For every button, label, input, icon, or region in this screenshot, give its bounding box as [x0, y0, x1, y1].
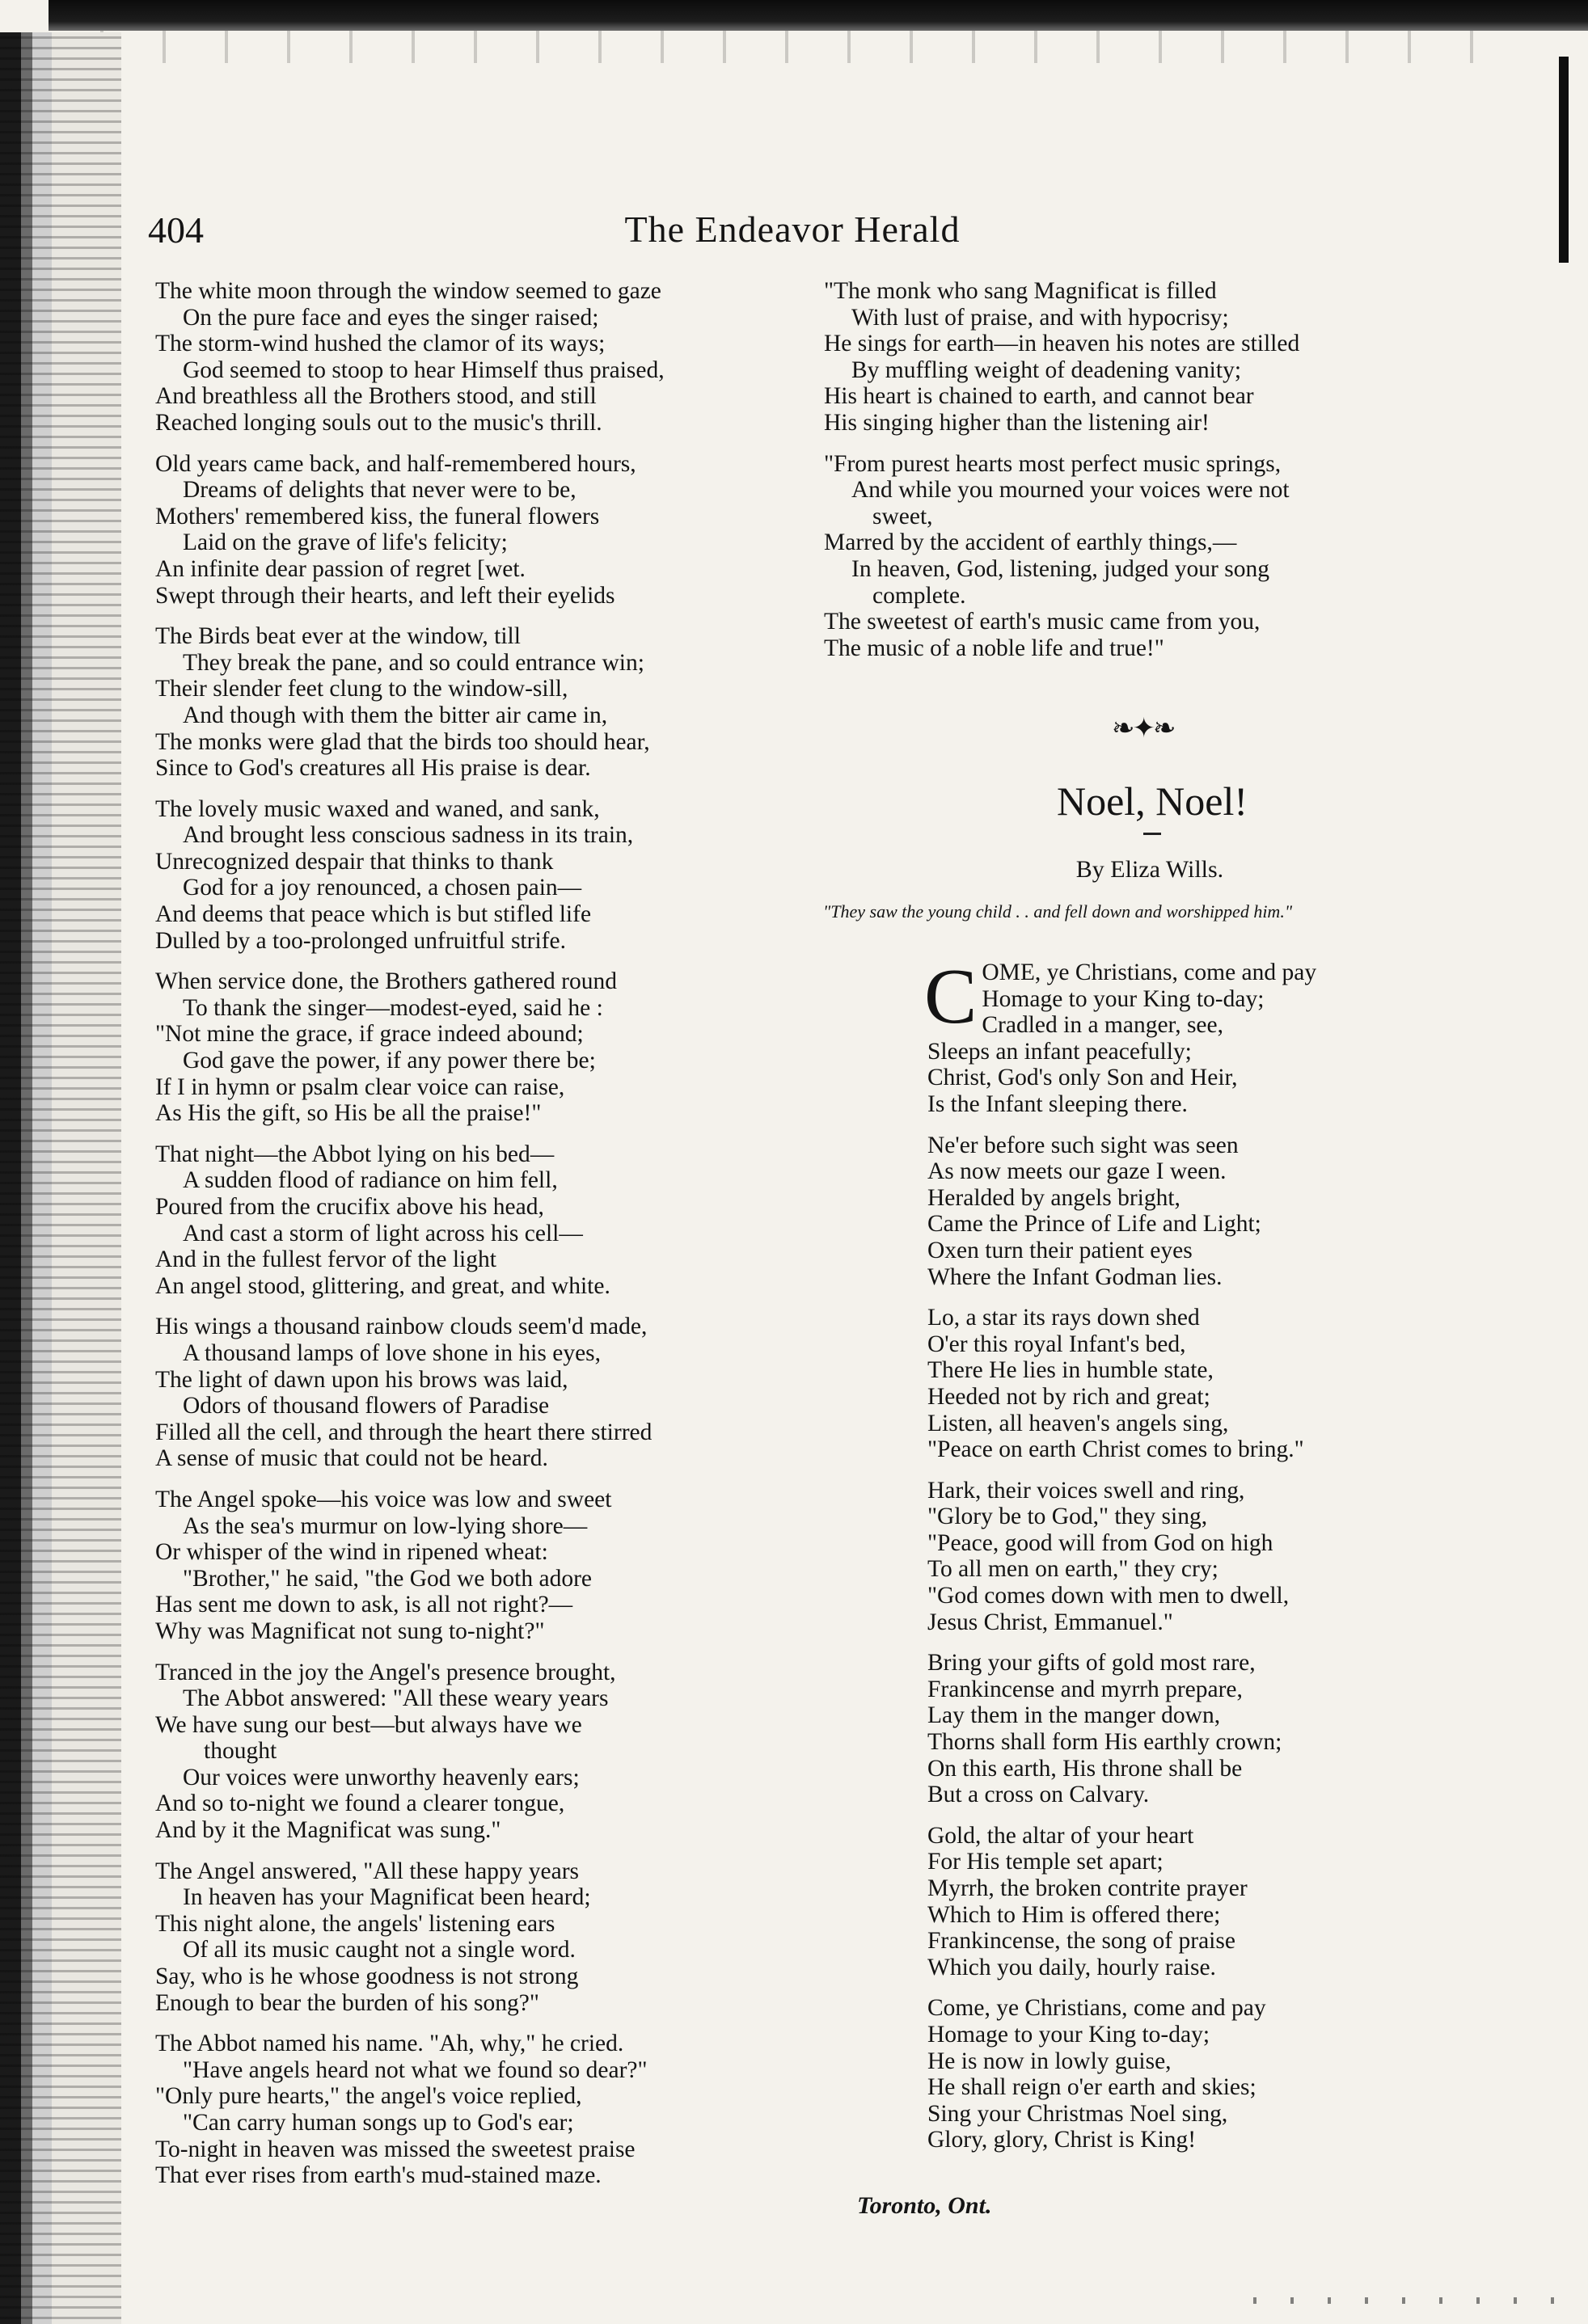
poem-line: "God comes down with men to dwell, [927, 1583, 1290, 1609]
poem-line: Marred by the accident of earthly things,— [824, 529, 1237, 556]
poem-line: The monks were glad that the birds too should hear, [155, 728, 650, 755]
poem-line: We have sung our best—but always have we [155, 1711, 582, 1738]
poem-line: And by it the Magnificat was sung." [155, 1817, 501, 1844]
poem-line: Of all its music caught not a single word. [183, 1937, 576, 1963]
poem-line: He sings for earth—in heaven his notes are stilled [824, 331, 1300, 357]
noel-poem-body [924, 953, 1469, 2168]
poem-line: Heeded not by rich and great; [927, 1383, 1210, 1410]
poem-line: And so to-night we found a clearer tongue, [155, 1790, 565, 1817]
poem-line: "Peace, good will from God on high [927, 1529, 1273, 1556]
poem-line: Old years came back, and half-remembered hours, [155, 450, 636, 477]
scan-speckle [73, 31, 1528, 63]
stanza [927, 960, 1469, 1118]
stanza [155, 796, 802, 955]
poem-line: Homage to your King to-day; [982, 985, 1265, 1012]
poem-line: Say, who is he whose goodness is not strong [155, 1963, 579, 1990]
poem-line: Where the Infant Godman lies. [927, 1263, 1223, 1290]
poem-title: Noel, Noel! [1056, 778, 1248, 824]
poem-line: "Not mine the grace, if grace indeed abound; [155, 1021, 584, 1048]
poem-line: Is the Infant sleeping there. [927, 1090, 1188, 1117]
ornament-icon: ❧✦❧ [1112, 714, 1174, 744]
poem-line: On this earth, His throne shall be [927, 1755, 1243, 1782]
poem-line: As the sea's murmur on low-lying shore— [183, 1512, 588, 1539]
stanza [155, 278, 802, 437]
stanza [155, 1858, 802, 2017]
stanza [927, 1995, 1469, 2153]
poem-line: Dulled by a too-prolonged unfruitful strife. [155, 927, 566, 954]
poem-line: Their slender feet clung to the window-sill, [155, 676, 568, 702]
poem-line: "Can carry human songs up to God's ear; [183, 2110, 574, 2136]
poem-line: There He lies in humble state, [927, 1357, 1214, 1384]
poem-line: "Brother," he said, "the God we both adore [183, 1565, 592, 1592]
poem-line: And deems that peace which is but stifled life [155, 901, 592, 928]
poem-line: And in the fullest fervor of the light [155, 1246, 496, 1273]
stanza [927, 1305, 1469, 1463]
poem-line: Listen, all heaven's angels sing, [927, 1410, 1229, 1436]
poem-line: Thorns shall form His earthly crown; [927, 1729, 1282, 1756]
page-number: 404 [148, 209, 204, 251]
poem-line: To-night in heaven was missed the sweetest praise [155, 2136, 636, 2162]
poem-line: And though with them the bitter air came in, [183, 702, 608, 728]
poem-line: The music of a noble life and true!" [824, 635, 1164, 661]
poem-line: And cast a storm of light across his cell— [183, 1220, 583, 1246]
poem-line: A sudden flood of radiance on him fell, [183, 1167, 558, 1194]
poem-line: Swept through their hearts, and left their eyelids [155, 582, 615, 609]
poem-line: "Only pure hearts," the angel's voice replied, [155, 2083, 582, 2110]
poem-line: "The monk who sang Magnificat is filled [824, 278, 1217, 304]
poem-line: The lovely music waxed and waned, and sank, [155, 795, 600, 822]
poem-line: The light of dawn upon his brows was laid, [155, 1366, 568, 1393]
poem-line: A sense of music that could not be heard. [155, 1445, 548, 1472]
poem-line: If I in hymn or psalm clear voice can raise, [155, 1073, 565, 1100]
poem-line: Jesus Christ, Emmanuel." [927, 1609, 1173, 1635]
poem-line: Glory, glory, Christ is King! [927, 2127, 1197, 2153]
scan-top-edge [49, 0, 1588, 31]
poem-line: Which to Him is offered there; [927, 1901, 1221, 1928]
poem-line: His wings a thousand rainbow clouds seem'd made, [155, 1314, 648, 1340]
poem-line: Bring your gifts of gold most rare, [927, 1650, 1256, 1677]
poem-line: An angel stood, glittering, and great, and white. [155, 1272, 610, 1299]
poem-line: By muffling weight of deadening vanity; [851, 356, 1242, 383]
stanza [155, 1314, 802, 1472]
poem-epigraph: "They saw the young child . . and fell down and worshipped him." [823, 901, 1293, 922]
right-poem-continuation [824, 278, 1471, 676]
stanza [927, 1478, 1469, 1636]
poem-line: Has sent me down to ask, is all not right?— [155, 1592, 573, 1618]
stanza [927, 1132, 1469, 1291]
poem-byline: By Eliza Wills. [1075, 856, 1224, 883]
poem-line: Ne'er before such sight was seen [927, 1132, 1239, 1158]
poem-line: In heaven, God, listening, judged your song [851, 555, 1269, 582]
poem-line: "Have angels heard not what we found so dear?" [183, 2056, 648, 2083]
poem-line: Frankincense, the song of praise [927, 1928, 1235, 1955]
stanza [155, 1141, 802, 1300]
poem-line: Reached longing souls out to the music's thrill. [155, 409, 602, 436]
poem-line: The Abbot named his name. "Ah, why," he cried. [155, 2031, 624, 2057]
poem-line: God for a joy renounced, a chosen pain— [183, 875, 582, 901]
poem-line: Cradled in a manger, see, [982, 1012, 1223, 1039]
poem-line: That ever rises from earth's mud-stained maze. [155, 2162, 602, 2189]
poem-line: Enough to bear the burden of his song?" [155, 1989, 539, 2016]
poem-line: Which you daily, hourly raise. [927, 1954, 1216, 1980]
left-poem-column [155, 278, 802, 2204]
poem-line: The Angel answered, "All these happy years [155, 1858, 580, 1884]
poem-line: "From purest hearts most perfect music springs, [824, 450, 1282, 477]
poem-line: The storm-wind hushed the clamor of its ways; [155, 331, 606, 357]
poem-line: As His the gift, so His be all the praise!" [155, 1100, 542, 1127]
poem-line: Unrecognized despair that thinks to thank [155, 848, 554, 875]
poem-line: To thank the singer—modest-eyed, said he : [183, 994, 603, 1021]
poem-line: An infinite dear passion of regret [wet. [155, 555, 526, 582]
stanza [824, 451, 1471, 662]
poem-line: sweet, [872, 503, 933, 529]
poem-line: Or whisper of the wind in ripened wheat: [155, 1539, 548, 1566]
poem-signature: Toronto, Ont. [857, 2192, 992, 2219]
stanza [155, 1487, 802, 1645]
poem-line: Sing your Christmas Noel sing, [927, 2100, 1228, 2127]
poem-line: The Angel spoke—his voice was low and sweet [155, 1486, 612, 1512]
poem-line: The Birds beat ever at the window, till [155, 623, 521, 650]
journal-title: The Endeavor Herald [624, 209, 961, 250]
poem-line: Frankincense and myrrh prepare, [927, 1676, 1243, 1702]
poem-line: A thousand lamps of love shone in his eyes, [183, 1339, 602, 1366]
stanza [824, 278, 1471, 437]
stanza [155, 2031, 802, 2189]
poem-line: When service done, the Brothers gathered round [155, 968, 617, 995]
poem-line: For His temple set apart; [927, 1849, 1164, 1875]
poem-line: Lo, a star its rays down shed [927, 1305, 1200, 1331]
poem-line: Laid on the grave of life's felicity; [183, 529, 508, 556]
poem-line: Homage to your King to-day; [927, 2021, 1210, 2048]
scan-right-mark [1559, 57, 1569, 263]
stanza [155, 623, 802, 782]
poem-line: Sleeps an infant peacefully; [927, 1038, 1192, 1065]
poem-line: complete. [872, 582, 966, 609]
poem-line: Came the Prince of Life and Light; [927, 1211, 1261, 1238]
poem-line: Why was Magnificat not sung to-night?" [155, 1618, 545, 1644]
poem-line: His singing higher than the listening air! [824, 409, 1210, 436]
poem-line: Heralded by angels bright, [927, 1184, 1180, 1211]
poem-line: The sweetest of earth's music came from you, [824, 609, 1261, 635]
poem-line: With lust of praise, and with hypocrisy; [851, 304, 1229, 331]
poem-line: Come, ye Christians, come and pay [927, 1995, 1266, 2022]
poem-line: They break the pane, and so could entrance win; [183, 649, 644, 676]
scan-binding-edge [0, 32, 121, 2324]
poem-line: Gold, the altar of your heart [927, 1822, 1194, 1849]
poem-line: And breathless all the Brothers stood, and still [155, 383, 597, 410]
scan-bottom-marks [1253, 2297, 1561, 2304]
poem-line: OME, ye Christians, come and pay [982, 960, 1317, 985]
poem-line: His heart is chained to earth, and cannot bear [824, 383, 1254, 410]
poem-line: Lay them in the manger down, [927, 1702, 1221, 1729]
poem-line: The Abbot answered: "All these weary years [183, 1685, 609, 1712]
poem-line: As now meets our gaze I ween. [927, 1158, 1227, 1185]
poem-line: But a cross on Calvary. [927, 1782, 1150, 1808]
stanza [155, 1660, 802, 1844]
poem-line: Myrrh, the broken contrite prayer [927, 1875, 1248, 1901]
poem-line: Hark, their voices swell and ring, [927, 1477, 1245, 1504]
poem-line: To all men on earth," they cry; [927, 1556, 1218, 1583]
poem-line: "Peace on earth Christ comes to bring." [927, 1436, 1304, 1463]
poem-line: Mothers' remembered kiss, the funeral flowers [155, 503, 600, 529]
poem-line: This night alone, the angels' listening ears [155, 1910, 555, 1937]
poem-line: On the pure face and eyes the singer raised; [183, 304, 599, 331]
poem-line: God seemed to stoop to hear Himself thus praised, [183, 356, 665, 383]
poem-line: Oxen turn their patient eyes [927, 1237, 1193, 1263]
stanza [155, 451, 802, 609]
poem-line: O'er this royal Infant's bed, [927, 1331, 1186, 1357]
stanza [927, 1650, 1469, 1808]
poem-line: In heaven has your Magnificat been heard; [183, 1884, 591, 1911]
poem-line: The white moon through the window seemed to gaze [155, 278, 661, 304]
poem-line: Poured from the crucifix above his head, [155, 1194, 544, 1220]
poem-line: Dreams of delights that never were to be, [183, 477, 576, 504]
poem-line: Tranced in the joy the Angel's presence brought, [155, 1659, 616, 1685]
poem-line: "Glory be to God," they sing, [927, 1504, 1208, 1530]
poem-line: God gave the power, if any power there be; [183, 1048, 596, 1074]
poem-line: That night—the Abbot lying on his bed— [155, 1141, 555, 1167]
poem-line: Christ, God's only Son and Heir, [927, 1065, 1238, 1091]
title-rule [1143, 833, 1161, 835]
poem-line: Since to God's creatures all His praise is dear. [155, 755, 591, 782]
drop-cap: C [924, 953, 978, 1040]
poem-line: Odors of thousand flowers of Paradise [183, 1393, 550, 1419]
poem-line: thought [204, 1738, 277, 1765]
poem-line: And while you mourned your voices were not [851, 477, 1290, 504]
stanza [155, 968, 802, 1127]
poem-line: And brought less conscious sadness in its train, [183, 822, 634, 849]
poem-line: Filled all the cell, and through the heart there stirred [155, 1419, 653, 1445]
poem-line: Our voices were unworthy heavenly ears; [183, 1764, 580, 1790]
stanza [927, 1823, 1469, 1981]
poem-line: He is now in lowly guise, [927, 2048, 1172, 2074]
poem-line: He shall reign o'er earth and skies; [927, 2074, 1256, 2101]
